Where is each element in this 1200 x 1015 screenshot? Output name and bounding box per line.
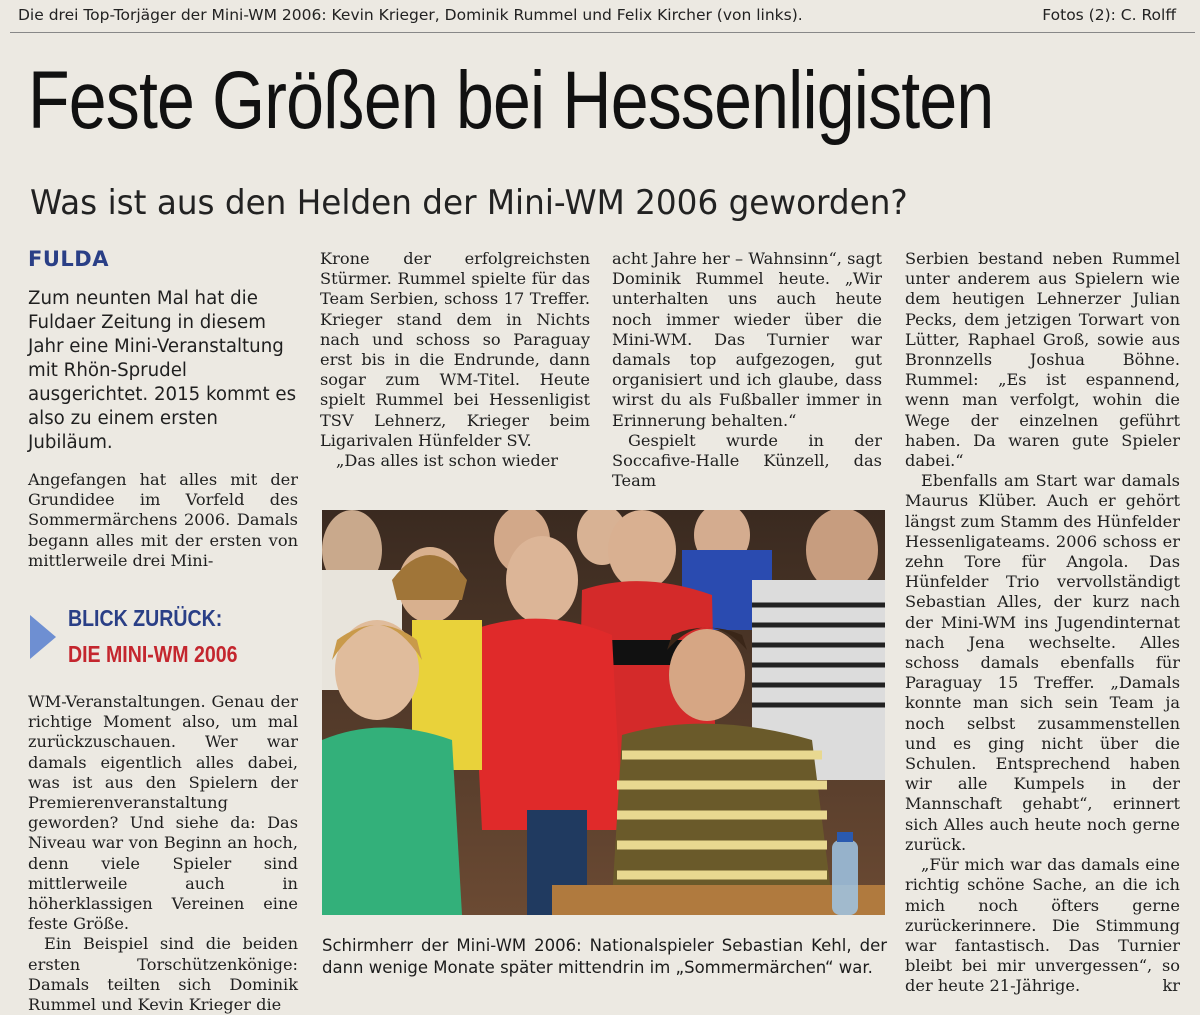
teaser-line-1: BLICK ZURÜCK: [68, 605, 223, 631]
headline: Feste Größen bei Hessenligisten [28, 55, 994, 146]
blick-zurueck-teaser [30, 603, 300, 675]
top-caption-text: Die drei Top-Torjäger der Mini-WM 2006: Kevin Krieger, Dominik Rummel und Felix Kircher (von links). [18, 6, 803, 24]
paragraph: „Das alles ist schon wieder [336, 451, 559, 471]
subheadline: Was ist aus den Helden der Mini-WM 2006 geworden? [30, 183, 908, 223]
top-photo-caption [18, 6, 1188, 30]
news-photo [322, 510, 885, 915]
teaser-line-2: DIE MINI-WM 2006 [68, 641, 238, 667]
photo-caption: Schirmherr der Mini-WM 2006: Nationalspieler Sebastian Kehl, der dann wenige Monate später mittendrin im „Sommermärchen“ war. [322, 936, 887, 977]
column-1-bottom [28, 692, 298, 1015]
column-3 [612, 249, 882, 491]
quote-text: „Für mich war das damals eine richtig schöne Sache, an die ich mich noch öfters gerne zurückerinnere. Die Stimmung war fantastisch. Das Turnier bleibt bei mir unvergessen“, so der heute 21-Jährige. [905, 855, 1180, 996]
intro-text: Zum neunten Mal hat die Fuldaer Zeitung in diesem Jahr eine Mini-Veranstaltung mit Rhön-Sprudel ausgerichtet. 2015 kommt es also zu einem ersten Jubiläum. [28, 288, 297, 453]
paragraph: WM-Veranstaltungen. Genau der richtige Moment also, um mal zurückzuschauen. Wer war damals eigentlich alles dabei, was ist aus den Spielern der Premierenveranstaltung geworden? Und siehe da: Das Niveau war von Beginn an hoch, denn viele Spieler sind mittlerweile auch in höherklassigen Vereinen eine feste Größe. [28, 692, 298, 934]
triangle-arrow-icon [30, 615, 56, 659]
column-2 [320, 249, 590, 471]
paragraph: Krone der erfolgreichsten Stürmer. Rummel spielte für das Team Serbien, schoss 17 Treffer. Krieger stand dem in Nichts nach und schoss so Paraguay erst bis in die Endrunde, dann sogar zum WM-Titel. Heute spielt Rummel bei Hessenligist TSV Lehnerz, Krieger beim Ligarivalen Hünfelder SV. [320, 249, 590, 450]
caption-divider [10, 32, 1195, 33]
paragraph: Ein Beispiel sind die beiden ersten Torschützenkönige: Damals teilten sich Dominik Rummel und Kevin Krieger die [28, 934, 298, 1015]
photo-illustration [322, 510, 885, 915]
dateline: FULDA [28, 247, 109, 271]
column-4 [905, 249, 1180, 997]
paragraph: Angefangen hat alles mit der Grundidee im Vorfeld des Sommermärchens 2006. Damals begann alles mit der ersten von mittlerweile drei Mini- [28, 470, 298, 570]
paragraph: Serbien bestand neben Rummel unter anderem aus Spielern wie dem heutigen Lehnerzer Julian Pecks, dem jetzigen Torwart von Lütter, Raphael Groß, sowie aus Bronnzells Joshua Böhne. Rummel: „Es ist espannend, wenn man verfolgt, wohin die Wege der einzelnen geführt haben. Da waren gute Spieler dabei.“ [905, 249, 1180, 471]
paragraph: acht Jahre her – Wahnsinn“, sagt Dominik Rummel heute. „Wir unterhalten uns auch heute noch immer wieder über die Mini-WM. Das Turnier war damals top aufgezogen, gut organisiert und ich glaube, dass wirst du als Fußballer immer in Erinnerung behalten.“ [612, 249, 882, 430]
intro-paragraph [28, 287, 298, 455]
paragraph [905, 855, 1180, 996]
author-signature: kr [1162, 976, 1180, 996]
paragraph: Ebenfalls am Start war damals Maurus Klüber. Auch er gehört längst zum Stamm des Hünfelder Hessenligateams. 2006 schoss er zehn Tore für Angola. Das Hünfelder Trio vervollständigt Sebastian Alles, der kurz nach der Mini-WM ins Jugendinternat nach Jena wechselte. Alles schoss damals ebenfalls für Paraguay 15 Treffer. „Damals konnte man sich sein Team ja noch selbst zusammenstellen und es ging nicht über die Schulen. Entsprechend haben wir alle Kumpels in der Mannschaft gehabt“, erinnert sich Alles auch heute noch gerne zurück. [905, 471, 1180, 854]
paragraph: Gespielt wurde in der Soccafive-Halle Künzell, das Team [612, 430, 882, 491]
column-1-top [28, 470, 298, 571]
photo-credit: Fotos (2): C. Rolff [1042, 6, 1176, 24]
